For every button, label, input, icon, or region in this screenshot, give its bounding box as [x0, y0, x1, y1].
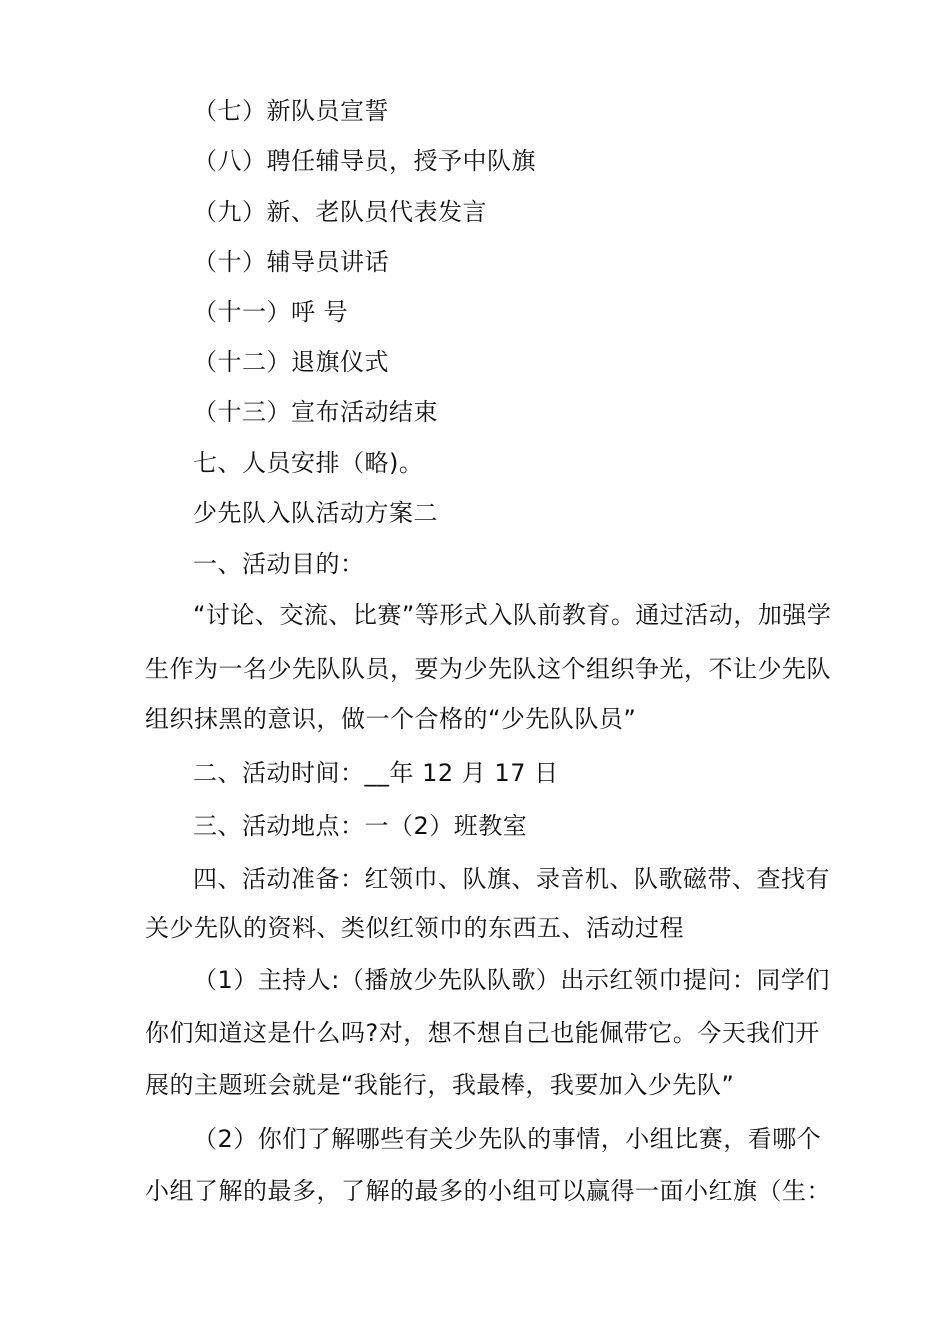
text-line: 组织抹黑的意识，做一个合格的“少先队队员” [145, 705, 637, 733]
text-line: 七、人员安排（略)。 [193, 449, 424, 477]
section-heading: 少先队入队活动方案二 [193, 499, 438, 527]
text-line: （八）聘任辅导员，授予中队旗 [193, 147, 536, 175]
text-line: （九）新、老队员代表发言 [193, 198, 487, 226]
text-line: 你们知道这是什么吗?对，想不想自己也能佩带它。今天我们开 [145, 1019, 820, 1047]
text-line: 四、活动准备：红领巾、队旗、录音机、队歌磁带、查找有 [193, 865, 830, 893]
text-line: （十）辅导员讲话 [193, 248, 389, 276]
text-line: （2）你们了解哪些有关少先队的事情，小组比赛，看哪个 [193, 1125, 822, 1153]
text-line: 小组了解的最多，了解的最多的小组可以赢得一面小红旗（生： [145, 1177, 831, 1205]
text-line: 关少先队的资料、类似红领巾的东西五、活动过程 [145, 914, 684, 942]
text-line: （七）新队员宣誓 [193, 97, 389, 125]
text-line: 二、活动时间：__年 12 月 17 日 [193, 759, 559, 787]
text-line: 生作为一名少先队队员，要为少先队这个组织争光，不让少先队 [145, 655, 831, 683]
text-line: （1）主持人:（播放少先队队歌）出示红领巾提问：同学们 [193, 966, 830, 994]
text-line: 三、活动地点：一（2）班教室 [193, 812, 528, 840]
text-line: 展的主题班会就是“我能行，我最棒，我要加入少先队” [145, 1071, 735, 1099]
text-line: （十一）呼 号 [193, 298, 349, 326]
text-line: “讨论、交流、比赛”等形式入队前教育。通过活动，加强学 [193, 601, 832, 629]
text-line: （十三）宣布活动结束 [193, 398, 438, 426]
text-line: （十二）退旗仪式 [193, 348, 389, 376]
text-line: 一、活动目的： [193, 550, 365, 578]
